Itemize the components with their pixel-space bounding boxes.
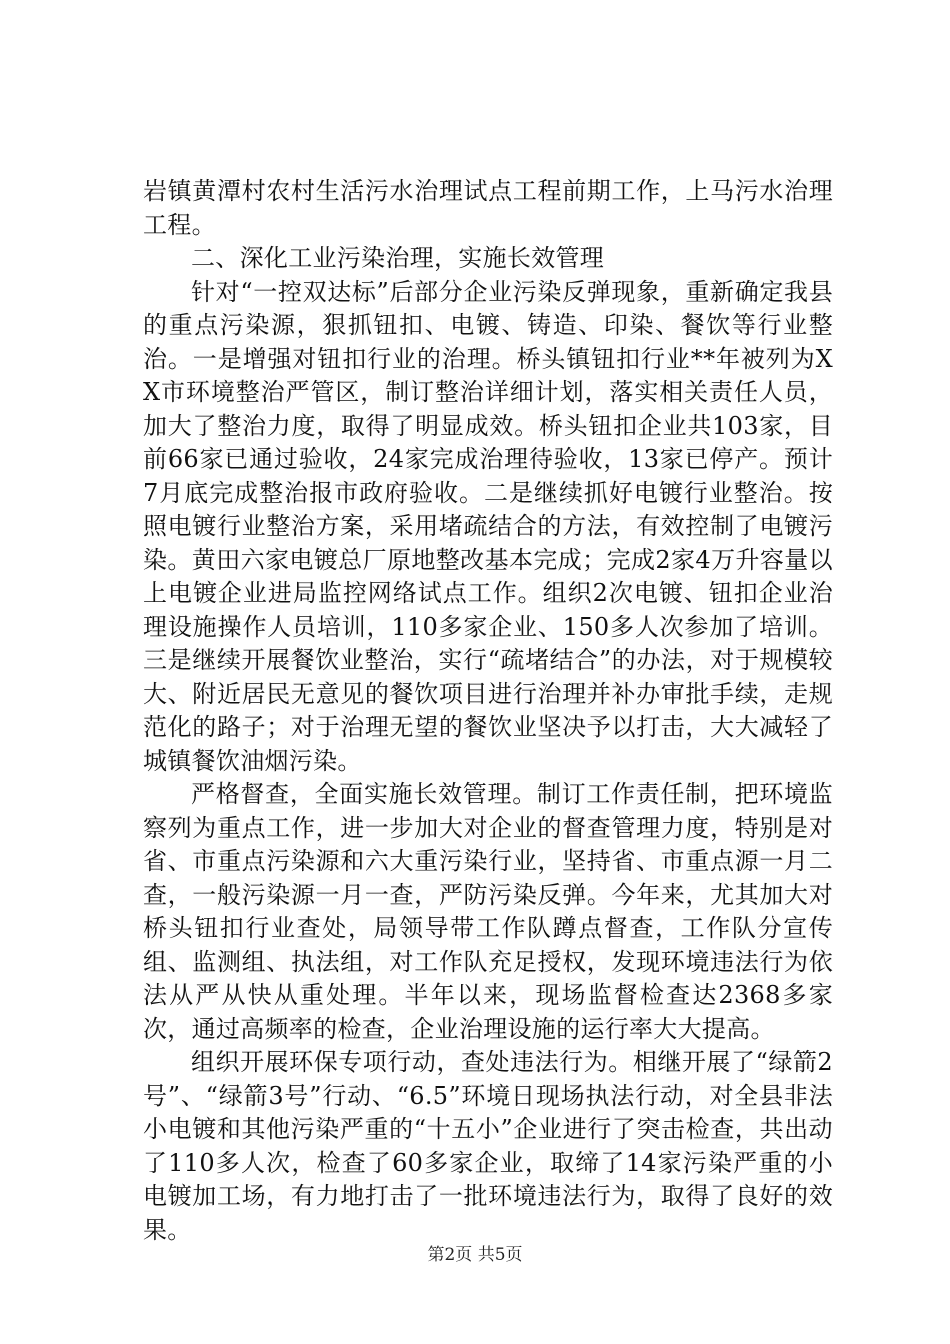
paragraph-supervision: 严格督查，全面实施长效管理。制订工作责任制，把环境监察列为重点工作，进一步加大对企业的督查管理力度，特别是对省、市重点污染源和六大重污染行业，坚持省、市重点源一月二查，一般污染源一月一查，严防污染反弹。今年来，尤其加大对桥头钮扣行业查处，局领导带工作队蹲点督查，工作队分宣传组、监测组、执法组，对工作队充足授权，发现环境违法行为依法从严从快从重处理。半年以来，现场监督检查达2368多家次，通过高频率的检查，企业治理设施的运行率大大提高。 [143,780,833,1043]
paragraph-industrial-pollution: 针对“一控双达标”后部分企业污染反弹现象，重新确定我县的重点污染源，狠抓钮扣、电镀、铸造、印染、餐饮等行业整治。一是增强对钮扣行业的治理。桥头镇钮扣行业**年被列为XX市环境整治严管区，制订整治详细计划，落实相关责任人员，加大了整治力度，取得了明显成效。桥头钮扣企业共103家，目前66家已通过验收，24家完成治理待验收，13家已停产。预计7月底完成整治报市政府验收。二是继续抓好电镀行业整治。按照电镀行业整治方案，采用堵疏结合的方法，有效控制了电镀污染。黄田六家电镀总厂原地整改基本完成；完成2家4万升容量以上电镀企业进局监控网络试点工作。组织2次电镀、钮扣企业治理设施操作人员培训，110多家企业、150多人次参加了培训。三是继续开展餐饮业整治，实行“疏堵结合”的办法，对于规模较大、附近居民无意见的餐饮项目进行治理并补办审批手续，走规范化的路子；对于治理无望的餐饮业坚决予以打击，大大减轻了城镇餐饮油烟污染。 [143,277,833,775]
section-heading: 二、深化工业污染治理，实施长效管理 [191,244,605,272]
paragraph-continuation: 岩镇黄潭村农村生活污水治理试点工程前期工作，上马污水治理工程。 [143,177,833,239]
document-body [143,175,833,1247]
paragraph-special-actions: 组织开展环保专项行动，查处违法行为。相继开展了“绿箭2号”、“绿箭3号”行动、“6.5”环境日现场执法行动，对全县非法小电镀和其他污染严重的“十五小”企业进行了突击检查，共出动了110多人次，检查了60多家企业，取缔了14家污染严重的小电镀加工场，有力地打击了一批环境违法行为，取得了良好的效果。 [143,1048,833,1244]
page-number-footer: 第2页 共5页 [427,1245,523,1265]
